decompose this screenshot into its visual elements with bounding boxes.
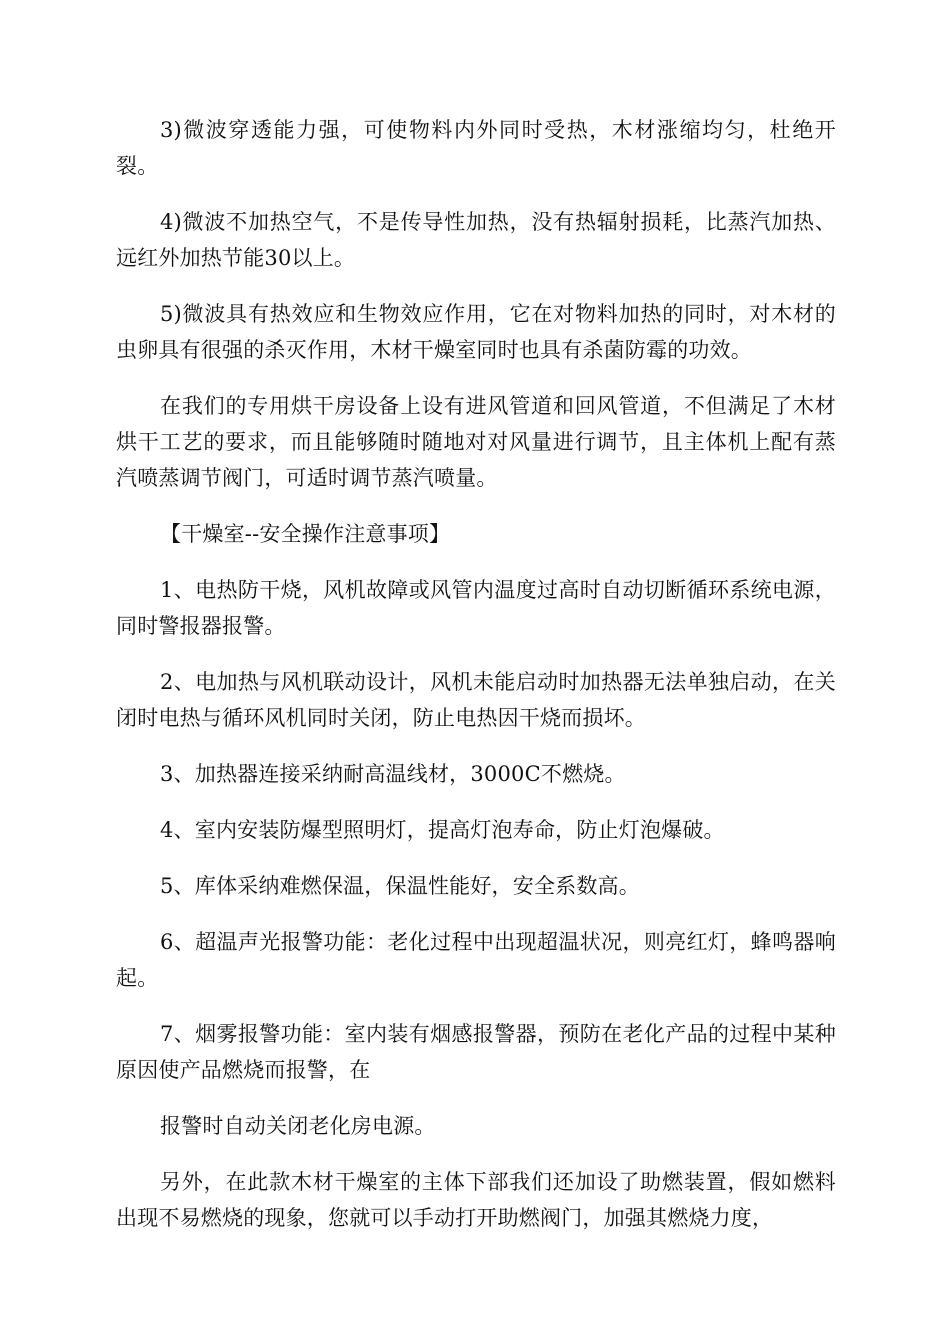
paragraph-ventilation-ducts: 在我们的专用烘干房设备上设有进风管道和回风管道，不但满足了木材烘干工艺的要求，而且能够随时随地对对风量进行调节，且主体机上配有蒸汽喷蒸调节阀门，可适时调节蒸汽喷量。	[116, 394, 836, 490]
safety-item-7-continued: 报警时自动关闭老化房电源。	[160, 1114, 436, 1138]
safety-item-5: 5、库体采纳难燃保温，保温性能好，安全系数高。	[160, 874, 640, 898]
paragraph-microwave-biological-effect: 5)微波具有热效应和生物效应作用，它在对物料加热的同时，对木材的虫卵具有很强的杀灭作用，木材干燥室同时也具有杀菌防霉的功效。	[116, 302, 836, 362]
safety-item-6: 6、超温声光报警功能：老化过程中出现超温状况，则亮红灯，蜂鸣器响起。	[116, 930, 836, 990]
safety-item-4: 4、室内安装防爆型照明灯，提高灯泡寿命，防止灯泡爆破。	[160, 818, 725, 842]
paragraph-microwave-penetration: 3)微波穿透能力强，可使物料内外同时受热，木材涨缩均匀，杜绝开裂。	[116, 118, 836, 178]
safety-item-1: 1、电热防干烧，风机故障或风管内温度过高时自动切断循环系统电源，同时警报器报警。	[116, 578, 836, 638]
document-body	[116, 112, 836, 1256]
section-heading-safety: 【干燥室--安全操作注意事项】	[160, 522, 451, 546]
safety-item-3: 3、加热器连接采纳耐高温线材，3000C不燃烧。	[160, 762, 626, 786]
paragraph-combustion-aid: 另外，在此款木材干燥室的主体下部我们还加设了助燃装置，假如燃料出现不易燃烧的现象，您就可以手动打开助燃阀门，加强其燃烧力度，	[116, 1170, 836, 1230]
safety-item-7: 7、烟雾报警功能：室内装有烟感报警器，预防在老化产品的过程中某种原因使产品燃烧而报警，在	[116, 1022, 836, 1082]
paragraph-microwave-energy-saving: 4)微波不加热空气，不是传导性加热，没有热辐射损耗，比蒸汽加热、远红外加热节能30以上。	[116, 210, 836, 270]
safety-item-2: 2、电加热与风机联动设计，风机未能启动时加热器无法单独启动，在关闭时电热与循环风机同时关闭，防止电热因干烧而损坏。	[116, 670, 836, 730]
